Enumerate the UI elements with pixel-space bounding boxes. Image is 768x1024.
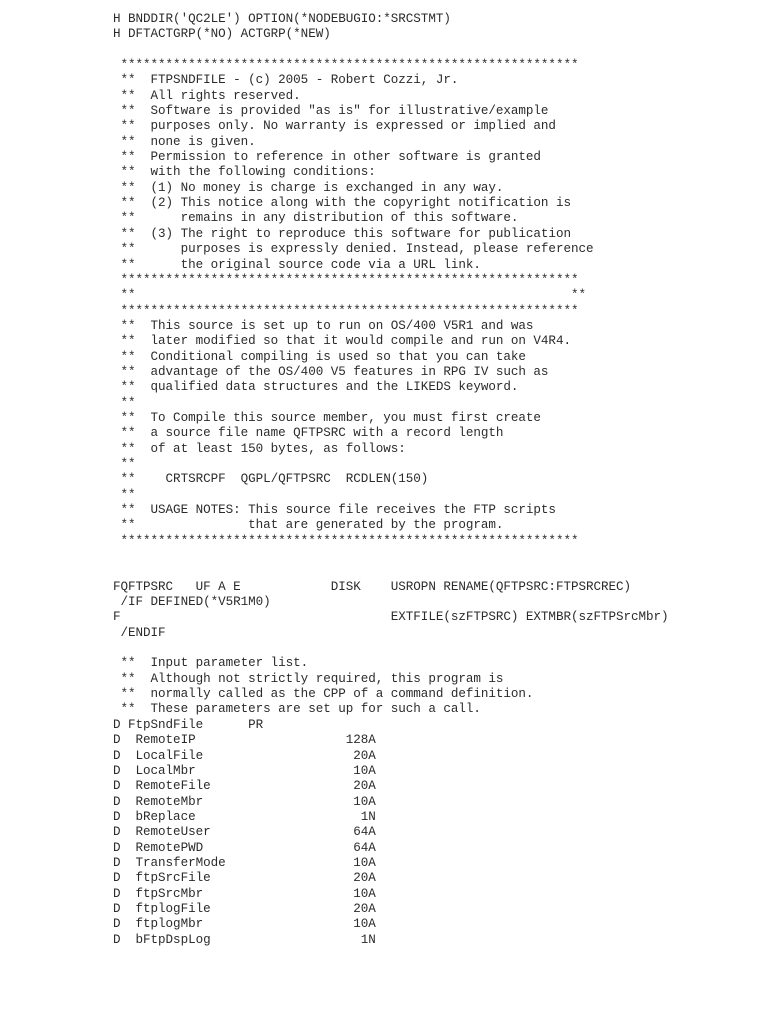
code-line: ** CRTSRCPF QGPL/QFTPSRC RCDLEN(150) — [113, 472, 429, 487]
code-line: ************************************************************* — [113, 533, 579, 548]
code-line: D ftpSrcFile 20A — [113, 871, 376, 886]
code-line: ** — [113, 395, 136, 410]
code-line: D FtpSndFile PR — [113, 717, 264, 732]
code-line: ** USAGE NOTES: This source file receives the FTP scripts — [113, 503, 556, 517]
code-line: D RemoteUser 64A — [113, 825, 376, 840]
code-line: ** (1) No money is charge is exchanged in any way. — [113, 180, 504, 195]
code-line: ** ** — [113, 288, 586, 303]
code-line: D LocalFile 20A — [113, 748, 376, 763]
code-line: ** (3) The right to reproduce this software for publication — [113, 226, 571, 241]
code-line: ** All rights reserved. — [113, 88, 301, 103]
code-line: D ftplogMbr 10A — [113, 917, 376, 932]
code-line: ** — [113, 456, 136, 471]
code-line: D RemoteMbr 10A — [113, 794, 376, 809]
code-line: ** Input parameter list. — [113, 656, 309, 671]
code-line: D RemotePWD 64A — [113, 840, 376, 855]
code-line: /IF DEFINED(*V5R1M0) — [113, 595, 271, 610]
code-line: ** These parameters are set up for such a call. — [113, 702, 481, 717]
code-line: F EXTFILE(szFTPSRC) EXTMBR(szFTPSrcMbr) — [113, 610, 669, 625]
code-line: ** Although not strictly required, this program is — [113, 671, 504, 686]
code-line: ** with the following conditions: — [113, 165, 376, 180]
code-line: ** a source file name QFTPSRC with a record length — [113, 426, 504, 441]
code-line: D bReplace 1N — [113, 809, 376, 824]
code-line: ** normally called as the CPP of a command definition. — [113, 687, 534, 702]
code-line: ** none is given. — [113, 134, 256, 149]
code-line: ************************************************************* — [113, 272, 579, 287]
code-line: D ftplogFile 20A — [113, 901, 376, 916]
code-line: FQFTPSRC UF A E DISK USROPN RENAME(QFTPSRC:FTPSRCREC) — [113, 579, 632, 594]
source-listing — [113, 12, 753, 948]
code-line — [113, 641, 753, 656]
code-line: ** of at least 150 bytes, as follows: — [113, 441, 406, 456]
code-line: ************************************************************* — [113, 58, 579, 73]
code-line — [113, 564, 753, 579]
code-line: D RemoteIP 128A — [113, 733, 376, 748]
code-line: ** the original source code via a URL link. — [113, 257, 481, 272]
code-line: H BNDDIR('QC2LE') OPTION(*NODEBUGIO:*SRCSTMT) — [113, 12, 451, 26]
code-line: ** that are generated by the program. — [113, 518, 504, 533]
code-line: ** remains in any distribution of this software. — [113, 211, 519, 226]
code-line: D LocalMbr 10A — [113, 763, 376, 778]
code-line — [113, 549, 753, 564]
code-line: ** (2) This notice along with the copyright notification is — [113, 196, 571, 211]
code-line: ** later modified so that it would compile and run on V4R4. — [113, 334, 571, 349]
code-line: ** purposes only. No warranty is expressed or implied and — [113, 119, 556, 134]
code-line: ** This source is set up to run on OS/400 V5R1 and was — [113, 318, 534, 333]
code-line: ** Conditional compiling is used so that you can take — [113, 349, 526, 364]
code-line: ** qualified data structures and the LIKEDS keyword. — [113, 380, 519, 395]
code-line: ************************************************************* — [113, 303, 579, 318]
code-line: ** purposes is expressly denied. Instead, please reference — [113, 242, 594, 257]
code-line — [113, 43, 753, 58]
code-line: ** — [113, 487, 136, 502]
code-line: ** advantage of the OS/400 V5 features in RPG IV such as — [113, 364, 549, 379]
code-line: D RemoteFile 20A — [113, 779, 376, 794]
code-line: H DFTACTGRP(*NO) ACTGRP(*NEW) — [113, 27, 331, 42]
code-line: ** Software is provided "as is" for illustrative/example — [113, 104, 549, 119]
code-line: ** FTPSNDFILE - (c) 2005 - Robert Cozzi, Jr. — [113, 73, 459, 88]
code-line: /ENDIF — [113, 625, 166, 640]
code-line: ** To Compile this source member, you must first create — [113, 410, 541, 425]
code-line: D ftpSrcMbr 10A — [113, 886, 376, 901]
code-line: D TransferMode 10A — [113, 855, 376, 870]
code-line: ** Permission to reference in other software is granted — [113, 150, 541, 165]
code-line: D bFtpDspLog 1N — [113, 932, 376, 947]
